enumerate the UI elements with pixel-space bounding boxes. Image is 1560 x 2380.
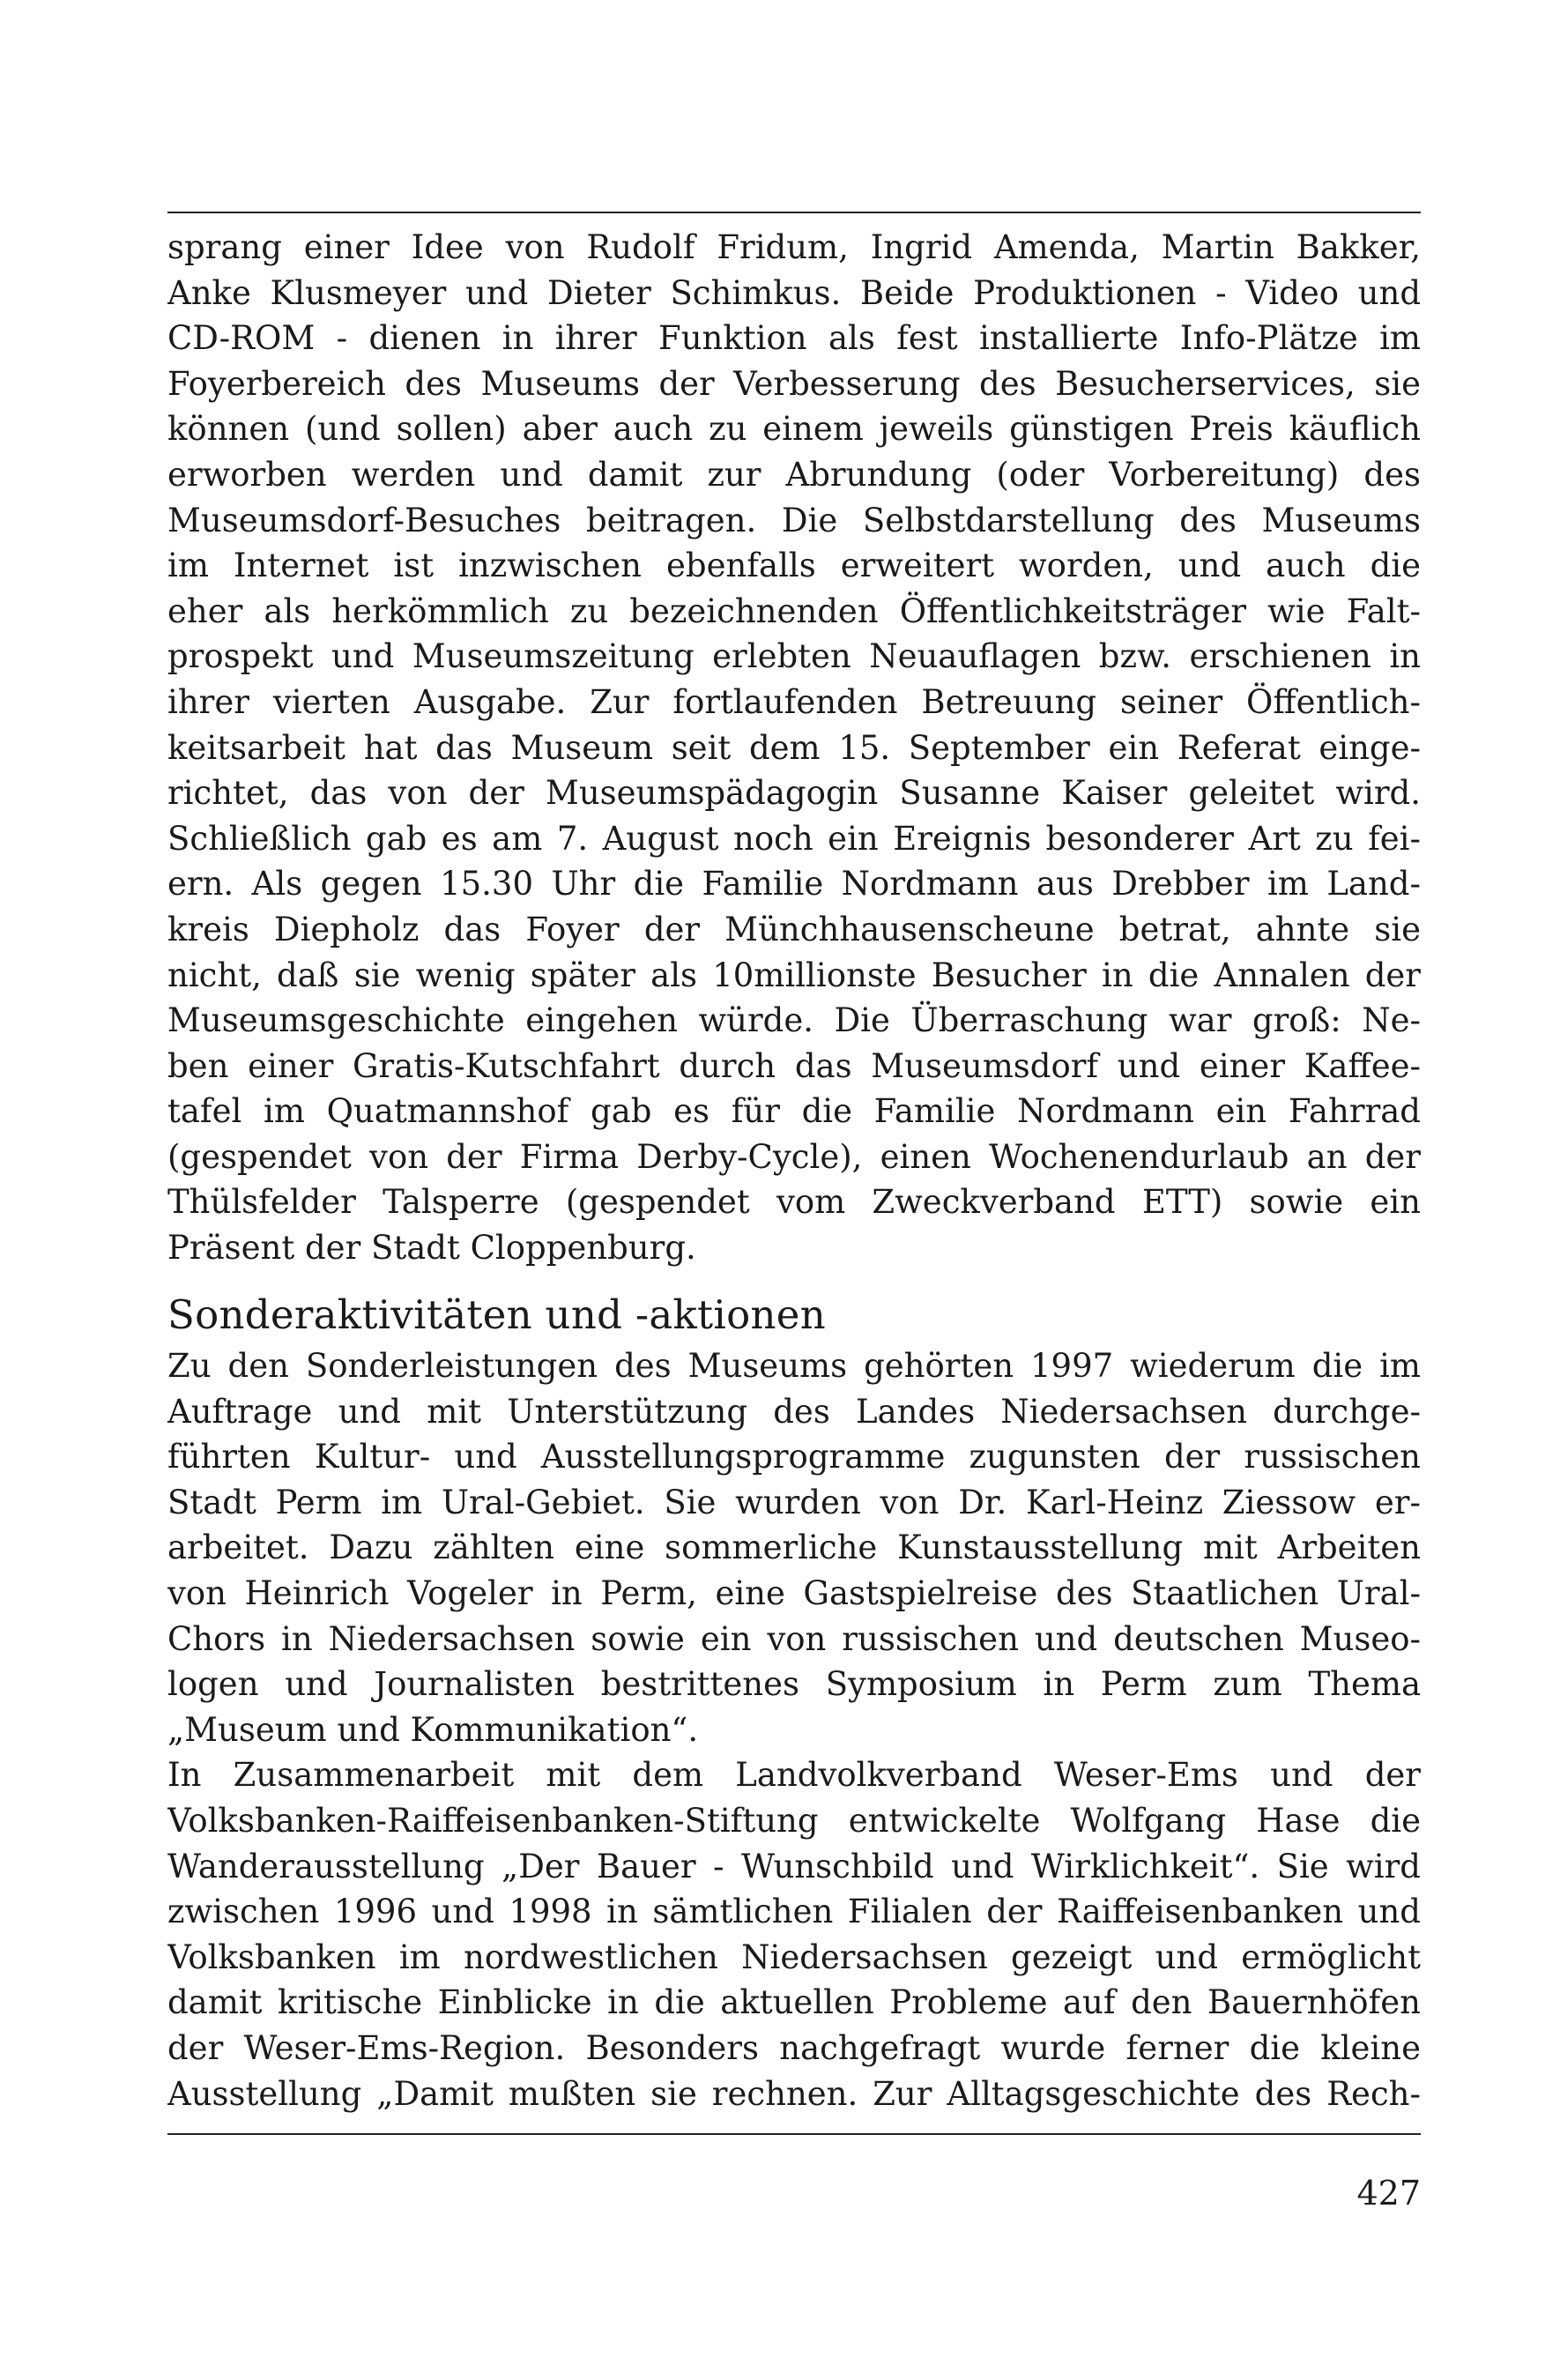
text-line: Anke Klusmeyer und Dieter Schimkus. Beide Produktionen - Video und [167,273,1421,312]
text-line: kreis Diepholz das Foyer der Münchhausenscheune betrat, ahnte sie [167,910,1421,948]
text-line: richtet, das von der Museumspädagogin Susanne Kaiser geleitet wird. [167,774,1421,813]
text-line: von Heinrich Vogeler in Perm, eine Gastspielreise des Staatlichen Ural- [167,1573,1421,1612]
text-line: damit kritische Einblicke in die aktuellen Probleme auf den Bauernhöfen [167,1983,1421,2022]
text-line: Wanderausstellung „Der Bauer - Wunschbild und Wirklichkeit“. Sie wird [167,1847,1421,1885]
text-line: im Internet ist inzwischen ebenfalls erweitert worden, und auch die [167,547,1421,585]
body-text-block-1 [167,225,1421,1271]
text-line: führten Kultur- und Ausstellungsprogramme zugunsten der russischen [167,1438,1421,1476]
text-line: Museumsgeschichte eingehen würde. Die Überraschung war groß: Ne- [167,1001,1421,1040]
text-line: logen und Journalisten bestrittenes Symposium in Perm zum Thema [167,1665,1421,1704]
text-line: ihrer vierten Ausgabe. Zur fortlaufenden Betreuung seiner Öffentlich- [167,682,1421,721]
text-line: (gespendet von der Firma Derby-Cycle), einen Wochenendurlaub an der [167,1137,1421,1176]
text-line: Volksbanken im nordwestlichen Niedersachsen gezeigt und ermöglicht [167,1937,1421,1976]
text-line: Zu den Sonderleistungen des Museums gehörten 1997 wiederum die im [167,1347,1421,1385]
text-line: Museumsdorf-Besuches beitragen. Die Selbstdarstellung des Museums [167,501,1421,539]
text-line: ern. Als gegen 15.30 Uhr die Familie Nordmann aus Drebber im Land- [167,865,1421,904]
text-line: „Museum und Kommunikation“. [167,1710,699,1749]
text-line: Chors in Niedersachsen sowie ein von russischen und deutschen Museo- [167,1619,1421,1658]
text-line: erworben werden und damit zur Abrundung (oder Vorbereitung) des [167,455,1421,494]
text-line: tafel im Quatmannshof gab es für die Familie Nordmann ein Fahrrad [167,1092,1421,1131]
text-line: CD-ROM - dienen in ihrer Funktion als fest installierte Info-Plätze im [167,319,1421,358]
top-rule [167,212,1421,213]
text-line: eher als herkömmlich zu bezeichnenden Öffentlichkeitsträger wie Falt- [167,591,1421,630]
text-line: Schließlich gab es am 7. August noch ein Ereignis besonderer Art zu fei- [167,819,1421,858]
section-heading: Sonderaktivitäten und -aktionen [167,1291,826,1338]
text-line: Ausstellung „Damit mußten sie rechnen. Zur Alltagsgeschichte des Rech- [167,2074,1421,2113]
text-line: zwischen 1996 und 1998 in sämtlichen Filialen der Raiffeisenbanken und [167,1893,1421,1931]
text-line: sprang einer Idee von Rudolf Fridum, Ingrid Amenda, Martin Bakker, [167,228,1421,266]
text-line: prospekt und Museumszeitung erlebten Neuauflagen bzw. erschienen in [167,637,1421,676]
text-line: der Weser-Ems-Region. Besonders nachgefragt wurde ferner die kleine [167,2028,1421,2067]
bottom-rule [167,2133,1421,2135]
text-line: Foyerbereich des Museums der Verbesserung des Besucherservices, sie [167,364,1421,403]
text-line: In Zusammenarbeit mit dem Landvolkverband Weser-Ems und der [167,1756,1421,1795]
text-line: Auftrage und mit Unterstützung des Landes Niedersachsen durchge- [167,1392,1421,1431]
text-line: nicht, daß sie wenig später als 10millionste Besucher in die Annalen der [167,956,1421,994]
text-line: arbeitet. Dazu zählten eine sommerliche Kunstausstellung mit Arbeiten [167,1528,1421,1567]
text-line: Thülsfelder Talsperre (gespendet vom Zweckverband ETT) sowie ein [167,1183,1421,1222]
text-line: können (und sollen) aber auch zu einem jeweils günstigen Preis käuflich [167,410,1421,449]
text-line: Volksbanken-Raiffeisenbanken-Stiftung entwickelte Wolfgang Hase die [167,1801,1421,1840]
text-line: ben einer Gratis-Kutschfahrt durch das Museumsdorf und einer Kaffee- [167,1046,1421,1085]
text-line: Präsent der Stadt Cloppenburg. [167,1229,696,1268]
text-line: Stadt Perm im Ural-Gebiet. Sie wurden von Dr. Karl-Heinz Ziessow er- [167,1483,1421,1521]
page-number: 427 [1356,2174,1421,2213]
text-line: keitsarbeit hat das Museum seit dem 15. September ein Referat einge- [167,728,1421,767]
body-text-block-2 [167,1343,1421,2116]
